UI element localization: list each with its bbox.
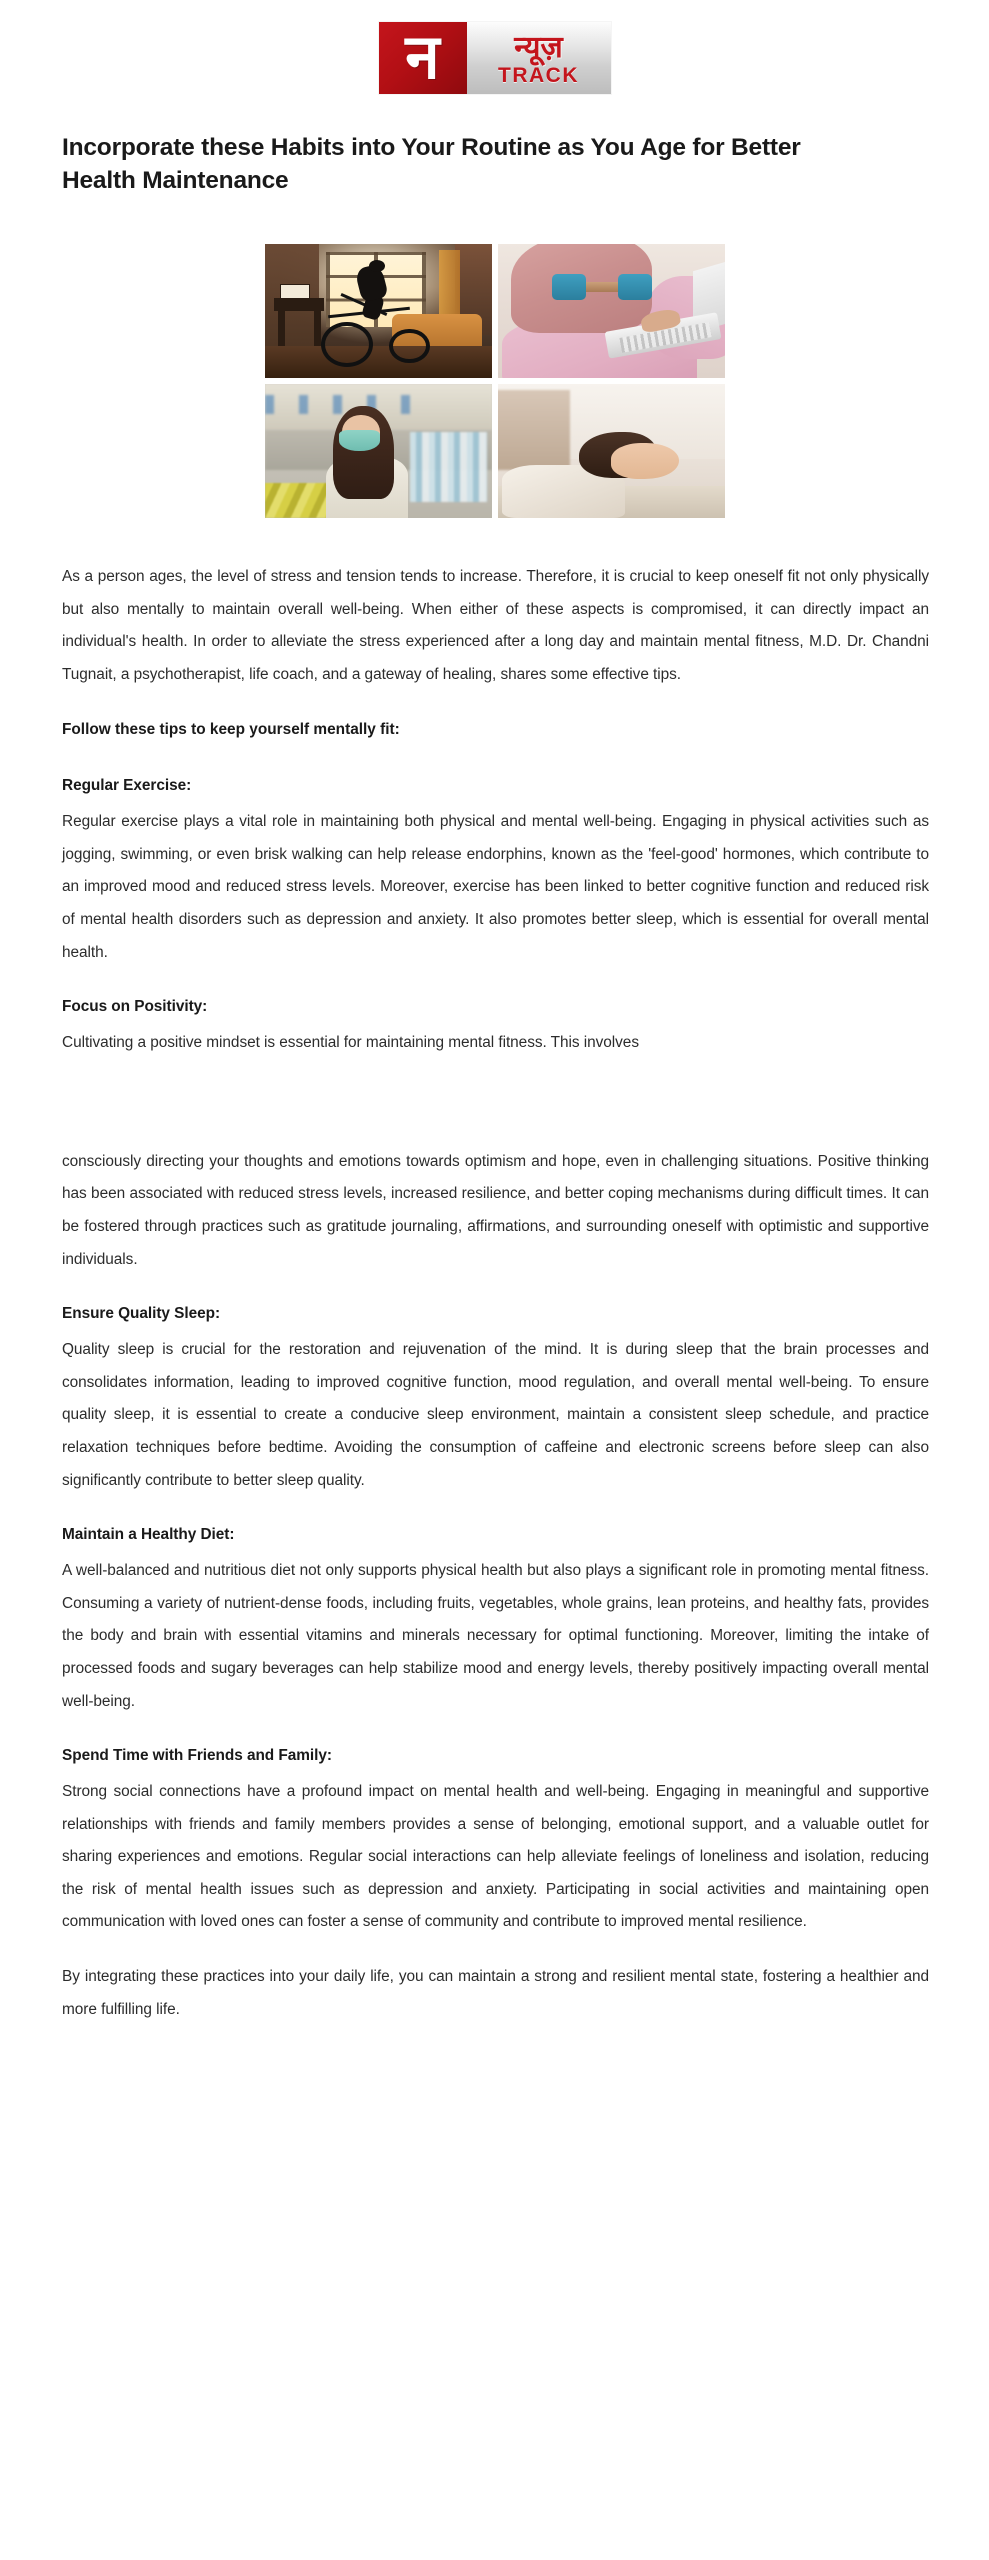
- dumbbell-laptop-photo: [495, 241, 728, 381]
- bottle-shelf: [410, 432, 487, 502]
- section-paragraph-after-break: consciously directing your thoughts and emotions towards optimism and hope, even in challenging situations. Positive thinking has been associated with reduced stress levels, increased resilience, and better coping mechanisms during difficult times. It can be fostered through practices such as gratitude journaling, affirmations, and surrounding oneself with optimistic and supportive individuals.: [62, 1152, 929, 1268]
- masthead: [0, 0, 989, 94]
- dumbbell-weight-left: [552, 274, 586, 301]
- logo-silver-block: [467, 22, 611, 94]
- page-title: Incorporate these Habits into Your Routine as You Age for Better Health Maintenance: [62, 134, 801, 194]
- section-maintain-healthy-diet: [62, 1519, 929, 1718]
- section-ensure-quality-sleep: [62, 1298, 929, 1497]
- section-regular-exercise: [62, 770, 929, 969]
- sleeper-face: [611, 443, 679, 479]
- hero-image-wrap: [0, 241, 989, 521]
- newstrack-logo[interactable]: [379, 22, 611, 94]
- logo-latin-word: TRACK: [498, 63, 579, 87]
- section-spend-time-friends-family: [62, 1740, 929, 1939]
- section-heading: Ensure Quality Sleep:: [62, 1305, 221, 1323]
- grocery-shopping-photo: [262, 381, 495, 521]
- intro-paragraph: As a person ages, the level of stress and tension tends to increase. Therefore, it is crucial to keep oneself fit not only physically but also mentally to maintain overall well-being. When either of these aspects is compromised, it can directly impact an individual's health. In order to alleviate the stress experienced after a long day and maintain mental fitness, M.D. Dr. Chandni Tugnait, a psychotherapist, life coach, and a gateway of healing, shares some effective tips.: [62, 568, 929, 684]
- indoor-cycling-photo: [262, 241, 495, 381]
- logo-hindi-word: न्यूज़: [514, 30, 563, 66]
- section-paragraph-before-break: Cultivating a positive mindset is essential for maintaining mental fitness. This involves: [62, 1034, 639, 1052]
- desk: [274, 298, 324, 311]
- desk-leg-right: [314, 311, 321, 346]
- sleeping-woman-photo: [495, 381, 728, 521]
- section-heading: Regular Exercise:: [62, 777, 192, 795]
- section-heading: Maintain a Healthy Diet:: [62, 1526, 235, 1544]
- section-paragraph: A well-balanced and nutritious diet not only supports physical health but also plays a significant role in promoting mental fitness. Consuming a variety of nutrient-dense foods, including fruits, vegetables, whole grains, lean proteins, and healthy fats, provides the body and brain with essential vitamins and minerals necessary for optimal functioning. Moreover, limiting the intake of processed foods and sugary beverages can help stabilize mood and energy levels, thereby positively impacting overall mental well-being.: [62, 1561, 929, 1710]
- section-paragraph: Regular exercise plays a vital role in maintaining both physical and mental well-being. Engaging in physical activities such as jogging, swimming, or even brisk walking can help release endorphins, known as the 'feel-good' hormones, which contribute to an improved mood and reduced stress levels. Moreover, exercise has been linked to better cognitive function and reduced risk of mental health disorders such as depression and anxiety. It also promotes better sleep, which is essential for overall mental health.: [62, 813, 929, 961]
- desk-leg-left: [278, 311, 285, 346]
- shelf-products-top: [265, 395, 415, 414]
- monitor: [280, 284, 310, 299]
- dumbbell-weight-right: [618, 274, 652, 301]
- page-break-gap: [62, 1060, 929, 1146]
- headboard: [495, 390, 571, 470]
- face-mask-icon: [339, 430, 380, 451]
- section-heading: Focus on Positivity:: [62, 998, 208, 1016]
- floor: [265, 346, 492, 378]
- lead-line: Follow these tips to keep yourself mentally fit:: [62, 720, 400, 738]
- section-heading: Spend Time with Friends and Family:: [62, 1747, 332, 1765]
- section-focus-on-positivity: [62, 991, 929, 1276]
- conclusion-paragraph: By integrating these practices into your daily life, you can maintain a strong and resilient mental state, fostering a healthier and more fulfilling life.: [62, 1968, 929, 2018]
- article-body: [62, 561, 929, 2026]
- devanagari-na-icon: न: [405, 22, 440, 93]
- hero-collage: [262, 241, 728, 521]
- logo-red-block: [379, 22, 467, 94]
- section-paragraph: Quality sleep is crucial for the restoration and rejuvenation of the mind. It is during sleep that the brain processes and consolidates information, leading to improved cognitive function, mood regulation, and overall mental well-being. To ensure quality sleep, it is essential to create a conducive sleep environment, maintain a consistent sleep schedule, and practice relaxation techniques before bedtime. Avoiding the consumption of caffeine and electronic screens before sleep can also significantly contribute to better sleep quality.: [62, 1340, 929, 1489]
- section-paragraph: Strong social connections have a profound impact on mental health and well-being. Engaging in meaningful and supportive relationships with friends and family members provides a sense of belonging, emotional support, and a valuable outlet for sharing experiences and emotions. Regular social interactions can help alleviate feelings of loneliness and isolation, reducing the risk of mental health issues such as depression and anxiety. Participating in social activities and maintaining open communication with loved ones can foster a sense of community and contribute to improved mental resilience.: [62, 1782, 929, 1931]
